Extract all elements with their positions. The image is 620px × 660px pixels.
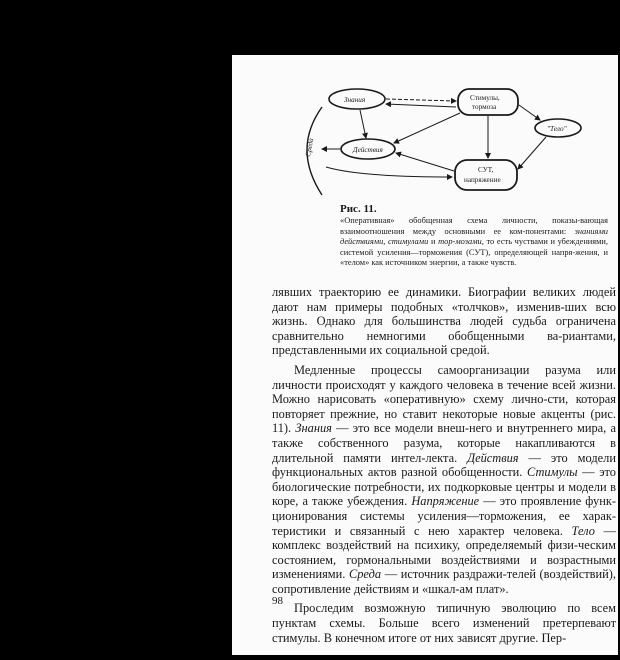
stimuly-node (458, 89, 518, 115)
scan-border (232, 655, 620, 660)
p2-part-f: — комплекс воздействий на психику, определяемый физи-ческим состоянием, гормональными воздействиями и возрастными изменениями. (272, 523, 616, 582)
paragraph-3: Проследим возможную типичную эволюцию по всем пунктам схемы. Больше всего изменений претерпевают стимулы. В конечном итоге от них зависят другие. Пер- (272, 601, 616, 645)
caption-part-4: тор-мозами, (438, 237, 484, 247)
p2-part-a: Медленные процессы самоорганизации разума или личности происходят у каждого человека в течение всей жизни. Можно нарисовать «оперативную» схему лично-сти, которая повторяет прежние, но ставит некоторые новые акценты (рис. 11). (272, 362, 616, 436)
arrow-sreda-deystviya (326, 167, 452, 177)
sut-node (455, 160, 517, 190)
arrow-stimuly-deystviya (394, 113, 460, 143)
term-sreda: Среда (348, 567, 382, 582)
p2-part-g: — источник раздражи-телей (воздействий), сопротивление действиям и «шкал-ам плат». (272, 567, 617, 596)
body-text (272, 285, 616, 645)
arrow-znaniya-stimuly (386, 99, 456, 101)
term-napryazhenie: Напряжение (411, 494, 480, 509)
telo-label: "Тело" (547, 125, 567, 133)
znaniya-label: Знания (344, 96, 366, 104)
sreda-label: Среда (304, 137, 316, 158)
page-number: 98 (272, 595, 283, 607)
sut-label-2: напряжение (464, 176, 501, 184)
arrow-stimuly-znaniya (386, 104, 456, 107)
paragraph-1: лявших траекторию ее динамики. Биографии великих людей дают нам примеры подобных «толчков», изменив-ших всю жизнь. Однако для большинства людей судьба ограничена сравнительно немногими обобщенными ва-риантами, представленными их социальной средой. (272, 285, 616, 358)
arrow-sut-deystviya (396, 153, 454, 171)
sut-label-1: СУТ, (478, 166, 494, 174)
term-stimuly: Стимулы (527, 465, 578, 480)
figure-title: Рис. 11. (340, 203, 377, 215)
p2-part-e: — это проявление функ-ционирования системы усиления—торможения, ее харак-теристики и связанный с нею характер человека. (272, 494, 616, 538)
book-page (232, 55, 618, 655)
caption-part-5: то есть чуствами и убеждениями, системой усиления—торможения (СУТ), определяющей напря-жения, и «телом» как источником энергии, а также чувств. (340, 237, 609, 268)
stimuly-label-2: тормоза (472, 103, 497, 111)
p2-part-b: — это все модели внеш-него и внутреннего мира, а также собственного разума, которые накапливаются в длительной памяти интел-лекта. (272, 421, 616, 465)
arrow-znaniya-deystviya (360, 110, 366, 138)
term-telo: Тело (571, 523, 595, 538)
caption-part-1: «Оперативная» обобщенная схема личности, показы-вающая взаимоотношения между основными ее ком-понентами: (340, 216, 608, 236)
stimuly-label-1: Стимулы, (470, 94, 500, 102)
arrow-telo-sut (518, 137, 546, 169)
arrow-stimuly-telo (519, 105, 540, 120)
term-znaniya: Знания (295, 421, 332, 436)
figure-caption (340, 216, 608, 269)
deystviya-label: Действия (353, 146, 383, 154)
p2-part-c: — это модели функциональных актов разной обобщенности. (272, 450, 616, 480)
term-deystviya: Действия (467, 450, 519, 465)
caption-part-2: знаниями действиями, стимулами (340, 226, 608, 247)
paragraph-2 (272, 363, 616, 597)
p2-part-d: — это биологические потребности, их подкорковые центры и модели в коре, а также убеждения. (272, 465, 616, 509)
caption-part-3: и (430, 237, 436, 247)
